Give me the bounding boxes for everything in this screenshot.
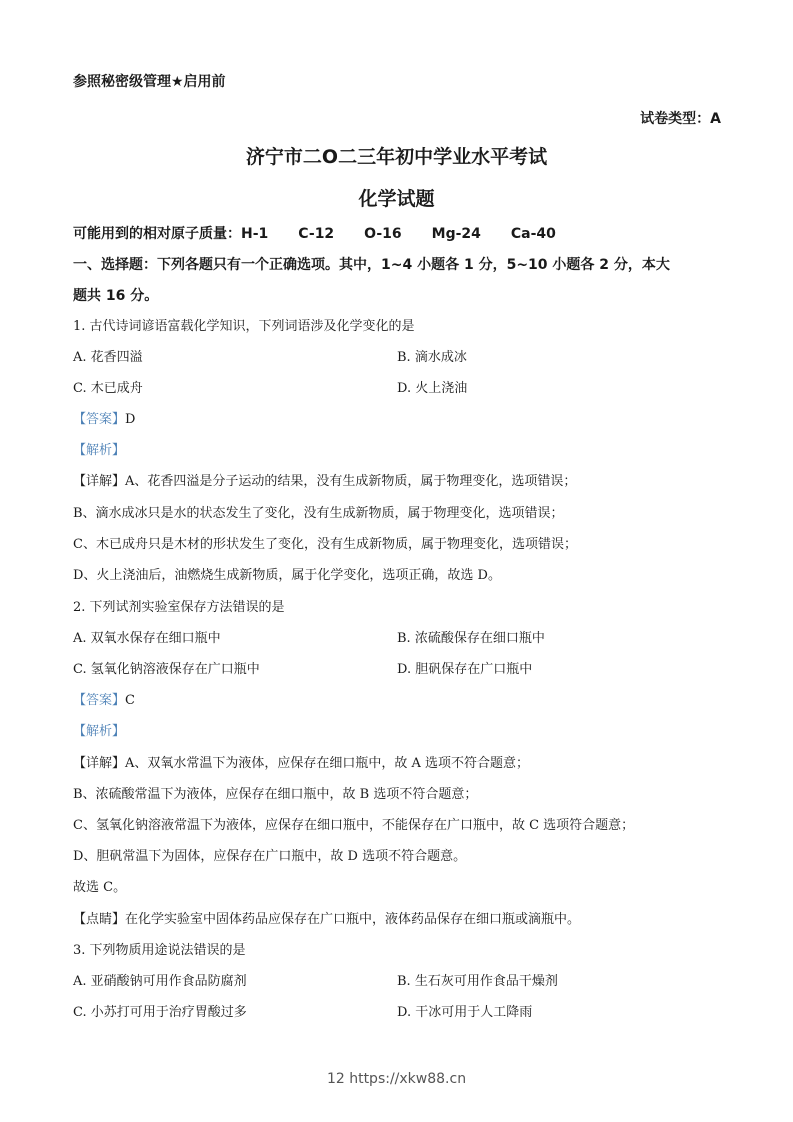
conclusion-line: 故选 C。 [73, 880, 127, 895]
detail-line: B、浓硫酸常温下为液体，应保存在细口瓶中，故 B 选项不符合题意； [73, 787, 478, 802]
option-d: D. 胆矾保存在广口瓶中 [397, 662, 533, 677]
question-stem: 3. 下列物质用途说法错误的是 [73, 943, 246, 958]
paper-type-label: 试卷类型：A [640, 111, 721, 127]
answer-tag: 【答案】 [73, 693, 126, 708]
atomic-masses [73, 225, 556, 243]
exam-subtitle: 化学试题 [358, 188, 435, 210]
note-text: 在化学实验室中固体药品应保存在广口瓶中，液体药品保存在细口瓶或滴瓶中。 [125, 912, 581, 927]
secrecy-label: 参照秘密级管理★启用前 [73, 74, 226, 90]
option-d: D. 干冰可用于人工降雨 [397, 1005, 533, 1020]
section-heading-cont: 题共 16 分。 [73, 288, 159, 304]
detail-line [73, 755, 529, 773]
detail-line [73, 473, 576, 491]
note-tag: 【点睛】 [73, 912, 126, 927]
answer-tag: 【答案】 [73, 412, 126, 427]
answer-line [73, 692, 135, 710]
atomic-mass-item: Mg-24 [431, 226, 481, 242]
option-c: C. 氢氧化钠溶液保存在广口瓶中 [73, 662, 260, 677]
option-a: A. 双氧水保存在细口瓶中 [73, 631, 221, 646]
detail-line: C、氢氧化钠溶液常温下为液体，应保存在细口瓶中，不能保存在广口瓶中，故 C 选项符合题意； [73, 818, 635, 833]
option-b: B. 生石灰可用作食品干燥剂 [397, 974, 558, 989]
detail-line: D、胆矾常温下为固体，应保存在广口瓶中，故 D 选项不符合题意。 [73, 849, 467, 864]
option-d: D. 火上浇油 [397, 381, 468, 396]
page-footer: 12 https://xkw88.cn [326, 1071, 467, 1087]
detail-text: A、花香四溢是分子运动的结果，没有生成新物质，属于物理变化，选项错误； [125, 474, 577, 489]
analysis-tag: 【解析】 [73, 724, 126, 739]
answer-value: D [125, 412, 136, 427]
option-c: C. 木已成舟 [73, 381, 143, 396]
question-stem: 1. 古代诗词谚语富载化学知识，下列词语涉及化学变化的是 [73, 319, 415, 334]
option-c: C. 小苏打可用于治疗胃酸过多 [73, 1005, 247, 1020]
atomic-masses-label: 可能用到的相对原子质量： [73, 226, 241, 242]
atomic-mass-item: H-1 [241, 226, 269, 242]
atomic-mass-item: C-12 [298, 226, 335, 242]
option-b: B. 浓硫酸保存在细口瓶中 [397, 631, 545, 646]
detail-line: D、火上浇油后，油燃烧生成新物质，属于化学变化，选项正确，故选 D。 [73, 568, 501, 583]
exam-title: 济宁市二O二三年初中学业水平考试 [245, 146, 548, 168]
option-a: A. 花香四溢 [73, 350, 143, 365]
option-b: B. 滴水成冰 [397, 350, 467, 365]
detail-text: A、双氧水常温下为液体，应保存在细口瓶中，故 A 选项不符合题意； [125, 756, 530, 771]
answer-line [73, 411, 135, 429]
analysis-tag: 【解析】 [73, 443, 126, 458]
detail-tag: 【详解】 [73, 474, 126, 489]
answer-value: C [125, 693, 135, 708]
detail-line: B、滴水成冰只是水的状态发生了变化，没有生成新物质，属于物理变化，选项错误； [73, 506, 564, 521]
section-heading: 一、选择题：下列各题只有一个正确选项。其中，1~4 小题各 1 分，5~10 小题各 2 分，本大 [73, 257, 670, 273]
atomic-mass-item: Ca-40 [510, 226, 556, 242]
atomic-mass-item: O-16 [364, 226, 402, 242]
note-line [73, 911, 580, 929]
detail-tag: 【详解】 [73, 756, 126, 771]
detail-line: C、木已成舟只是木材的形状发生了变化，没有生成新物质，属于物理变化，选项错误； [73, 537, 577, 552]
option-a: A. 亚硝酸钠可用作食品防腐剂 [73, 974, 247, 989]
question-stem: 2. 下列试剂实验室保存方法错误的是 [73, 600, 285, 615]
